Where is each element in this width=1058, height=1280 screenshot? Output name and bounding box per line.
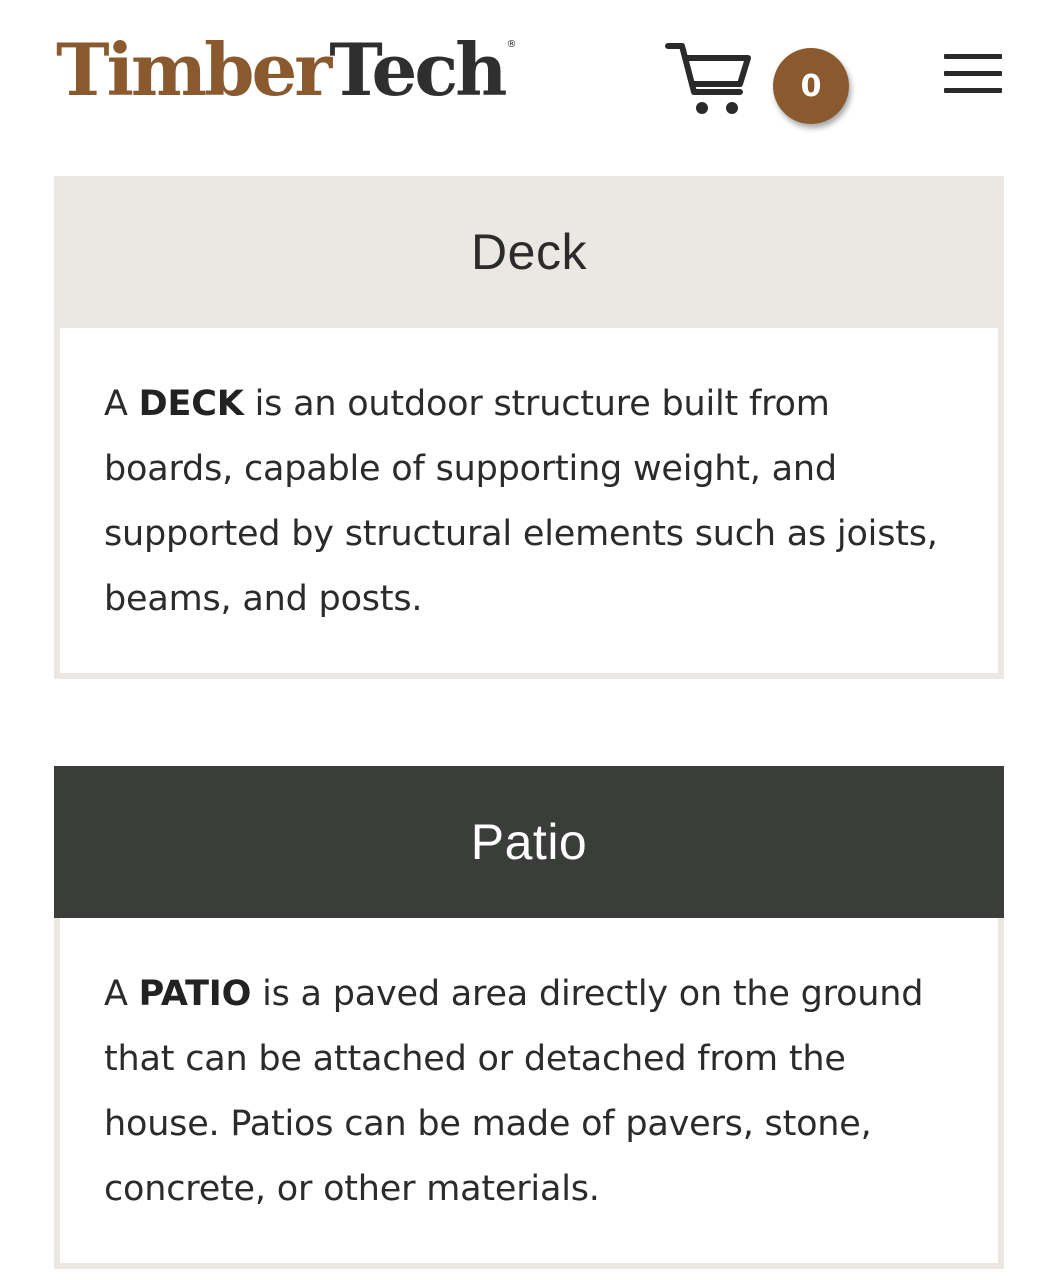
deck-desc-rest: is an outdoor structure built from boards, capable of supporting weight, and supported by structural elements such as joists, beams, and posts.: [104, 384, 938, 619]
hamburger-menu-icon[interactable]: [944, 54, 1002, 96]
deck-description: [104, 372, 954, 632]
timbertech-logo[interactable]: [56, 27, 517, 112]
site-header: [0, 0, 1058, 160]
logo-timber: Timber: [56, 27, 330, 112]
cart-count-badge[interactable]: 0: [773, 48, 849, 124]
menu-bar-top: [944, 54, 1002, 59]
deck-card: [54, 176, 1004, 679]
menu-bar-middle: [944, 71, 1002, 76]
patio-card-body: [54, 918, 1004, 1269]
logo-tech: Tech: [329, 27, 505, 112]
patio-description: [104, 962, 954, 1222]
patio-desc-prefix: A: [104, 974, 139, 1014]
deck-card-body: [54, 328, 1004, 679]
deck-desc-prefix: A: [104, 384, 139, 424]
patio-desc-rest: is a paved area directly on the ground that can be attached or detached from the house. Patios can be made of pavers, stone, concrete, or other materials.: [104, 974, 924, 1209]
logo-registered-mark: ®: [506, 39, 517, 50]
deck-card-title[interactable]: Deck: [54, 176, 1004, 328]
deck-term: DECK: [138, 384, 244, 424]
patio-term: PATIO: [138, 974, 252, 1014]
patio-card: [54, 766, 1004, 1269]
patio-card-title[interactable]: Patio: [54, 766, 1004, 918]
menu-bar-bottom: [944, 88, 1002, 93]
shopping-cart-icon[interactable]: [664, 40, 754, 120]
